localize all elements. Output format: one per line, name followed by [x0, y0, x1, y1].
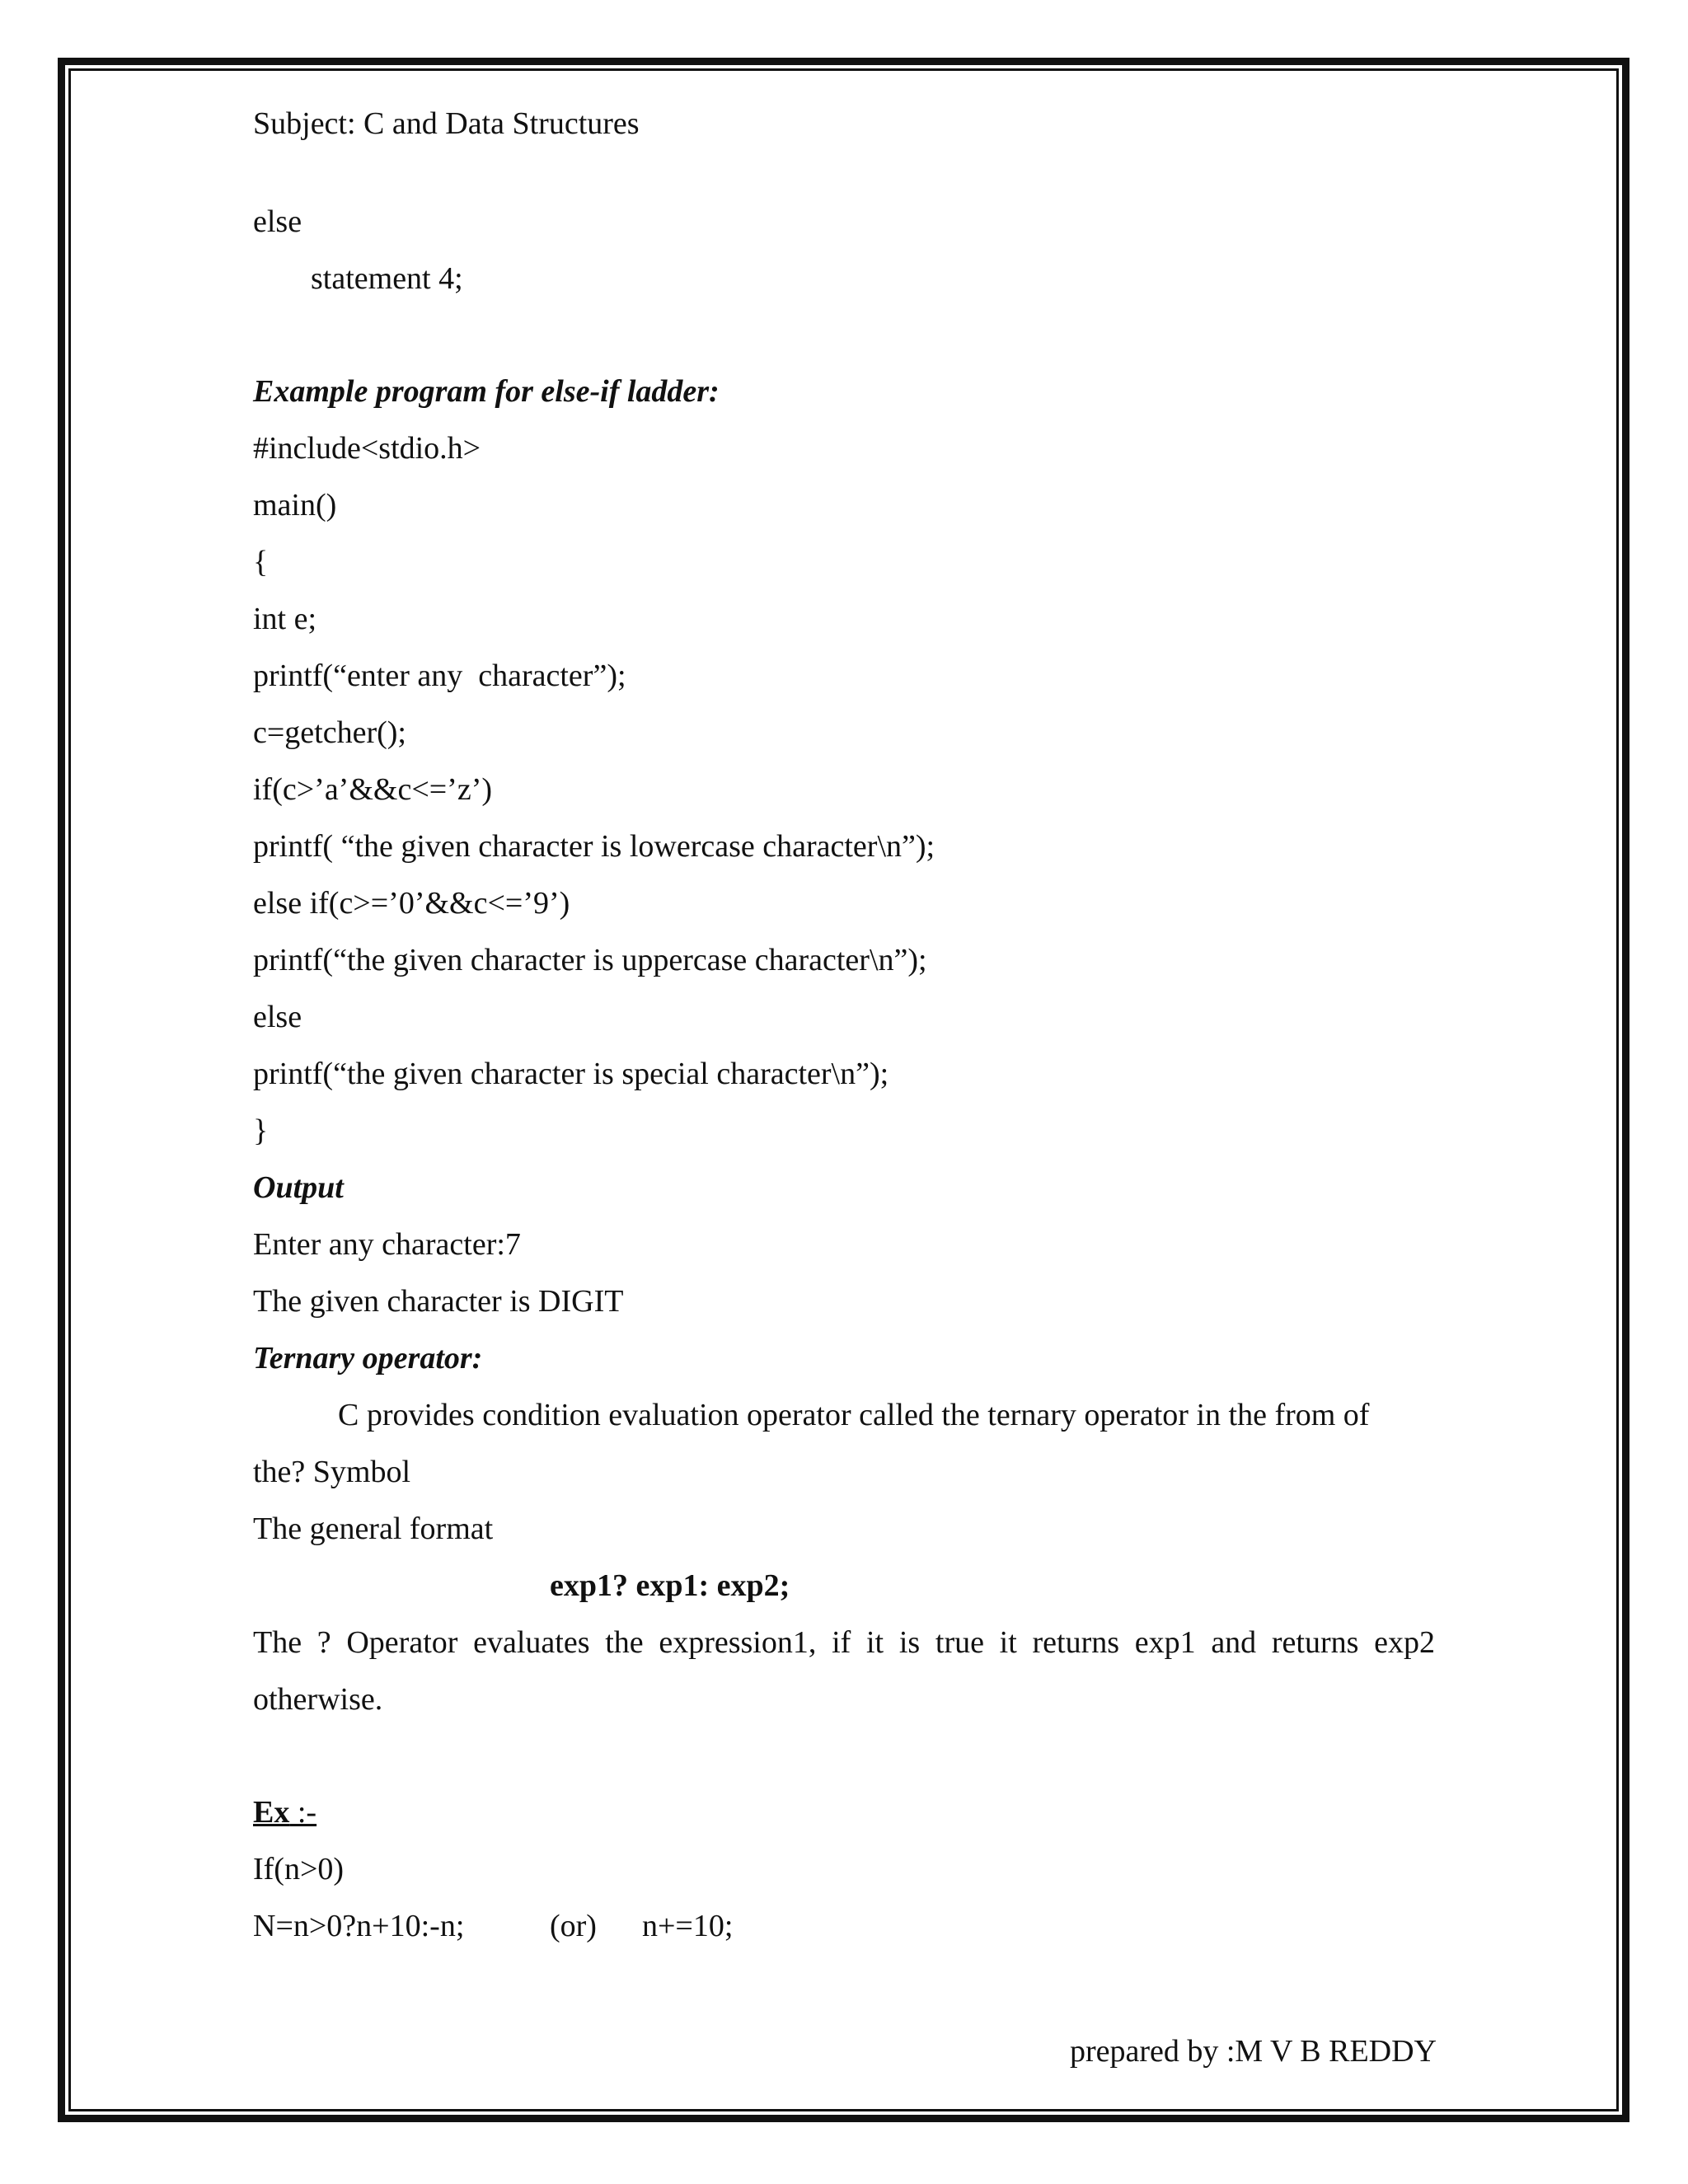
code-line: printf( “the given character is lowercase character\n”); [253, 829, 935, 864]
ternary-description-line1: The ? Operator evaluates the expression1, if it is true it returns exp1 and returns exp2 [253, 1625, 1435, 1660]
code-statement-4: statement 4; [311, 261, 463, 296]
format-expression: exp1? exp1: exp2; [550, 1568, 790, 1603]
ex-label-suffix: :- [289, 1795, 317, 1830]
ex-heading [253, 1793, 316, 1831]
code-line: printf(“enter any character”); [253, 658, 626, 693]
code-line: printf(“the given character is uppercase character\n”); [253, 943, 927, 977]
code-line: } [253, 1113, 269, 1148]
ternary-heading: Ternary operator: [253, 1341, 483, 1376]
ex-line1: If(n>0) [253, 1852, 345, 1886]
ternary-paragraph-line2: the? Symbol [253, 1455, 411, 1489]
code-line: main() [253, 488, 337, 523]
ex-line2-or: (or) [550, 1909, 597, 1943]
ex-line2-left: N=n>0?n+10:-n; [253, 1909, 465, 1943]
code-line: #include<stdio.h> [253, 431, 481, 466]
code-line: { [253, 545, 269, 579]
ternary-paragraph-line1: C provides condition evaluation operator called the ternary operator in the from of [338, 1398, 1370, 1432]
output-line: The given character is DIGIT [253, 1284, 624, 1319]
prepared-by-footer: prepared by :M V B REDDY [1069, 2034, 1437, 2069]
general-format-label: The general format [253, 1511, 494, 1546]
ternary-description-line2: otherwise. [253, 1682, 383, 1717]
code-line: int e; [253, 602, 317, 636]
output-line: Enter any character:7 [253, 1227, 521, 1262]
code-line: else if(c>=’0’&&c<=’9’) [253, 886, 570, 921]
example-heading: Example program for else-if ladder: [253, 374, 720, 409]
code-line: printf(“the given character is special character\n”); [253, 1057, 889, 1091]
code-line: if(c>’a’&&c<=’z’) [253, 772, 493, 807]
subject-header: Subject: C and Data Structures [253, 106, 640, 141]
code-line: c=getcher(); [253, 715, 406, 750]
ex-label: Ex [253, 1795, 290, 1830]
code-else: else [253, 204, 302, 239]
ex-line2-right: n+=10; [642, 1909, 734, 1943]
code-line: else [253, 1000, 302, 1034]
output-heading: Output [253, 1170, 344, 1205]
